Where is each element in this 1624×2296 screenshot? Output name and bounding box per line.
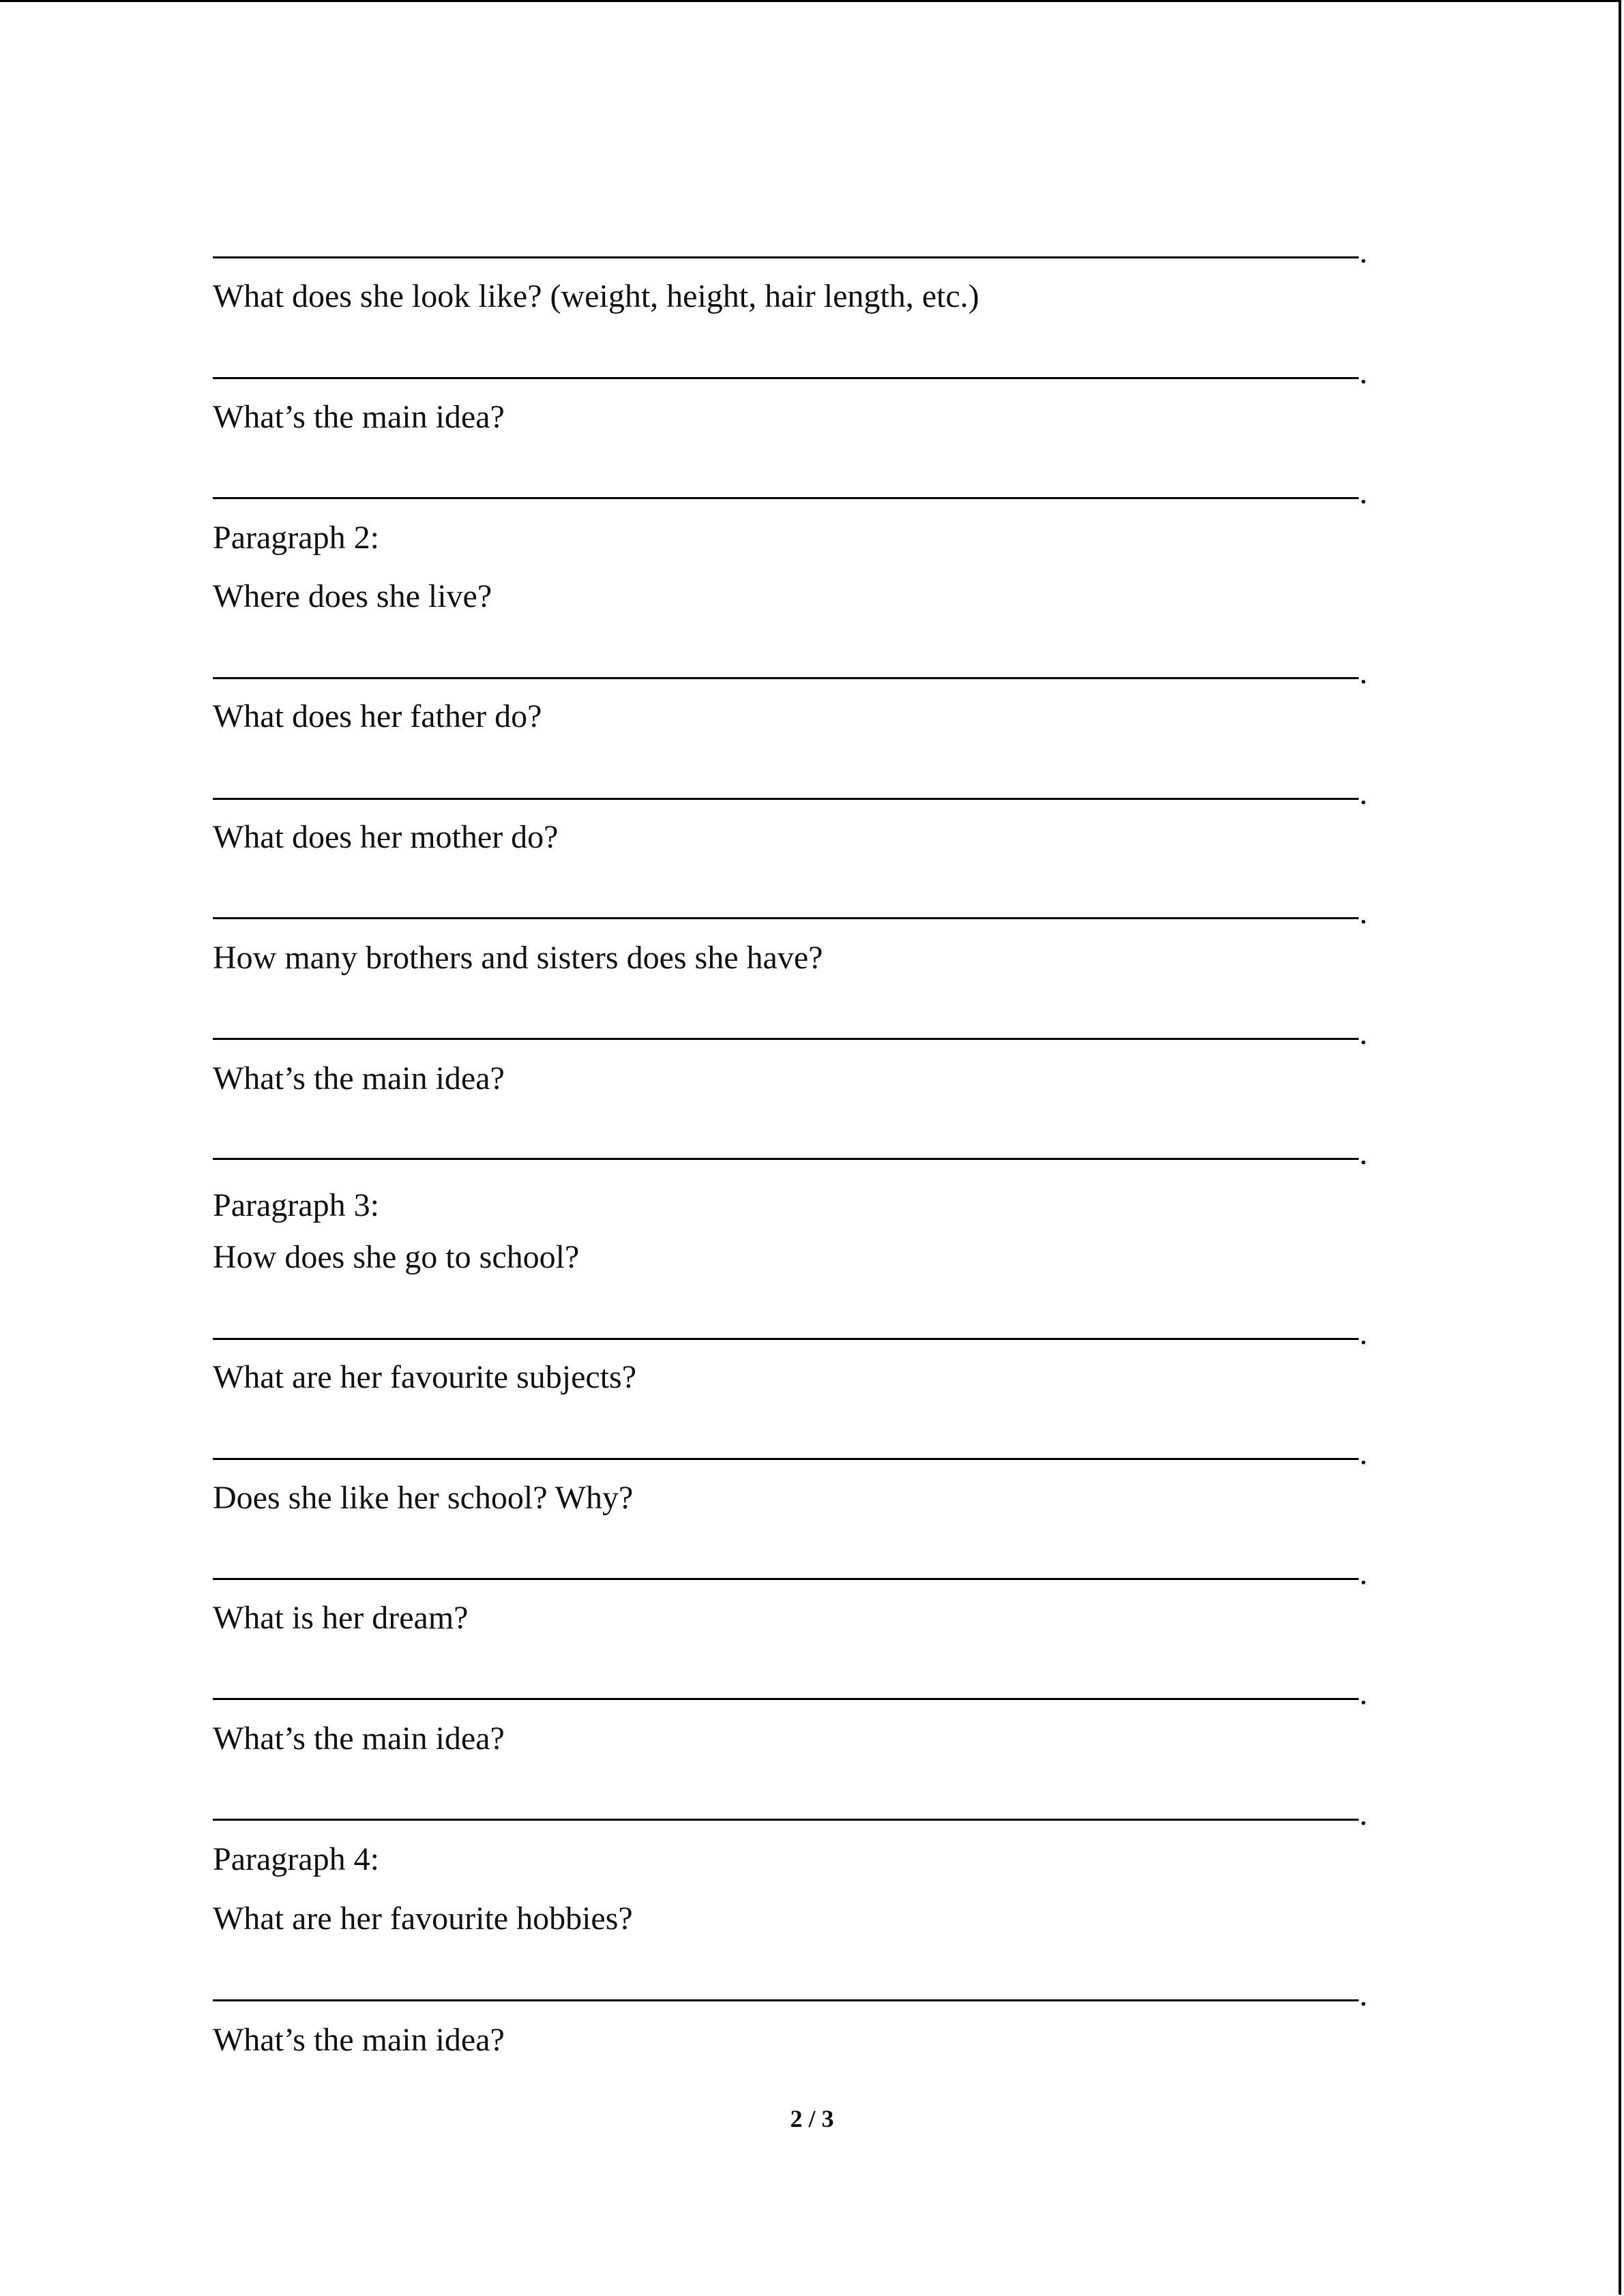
answer-line[interactable] [213,1578,1359,1580]
answer-line-period: . [1359,1435,1368,1472]
question-text: What’s the main idea? [213,1720,505,1757]
answer-line[interactable] [213,1038,1359,1040]
answer-line[interactable] [213,377,1359,379]
question-text: How does she go to school? [213,1239,580,1275]
answer-line[interactable] [213,1698,1359,1700]
question-text: What are her favourite hobbies? [213,1900,633,1937]
answer-line-period: . [1359,1675,1368,1712]
page-number: 2 / 3 [790,2105,834,2132]
answer-line[interactable] [213,1158,1359,1160]
answer-line[interactable] [213,1999,1359,2001]
answer-line-period: . [1359,775,1368,811]
question-text: What does her father do? [213,698,542,734]
question-text: Where does she live? [213,578,492,614]
answer-line[interactable] [213,497,1359,499]
question-text: What’s the main idea? [213,1060,505,1097]
question-text: What are her favourite subjects? [213,1359,637,1395]
answer-line-period: . [1359,1555,1368,1592]
question-text: Paragraph 2: [213,520,379,556]
answer-line-period: . [1359,1135,1368,1172]
question-text: Does she like her school? Why? [213,1480,634,1516]
answer-line-period: . [1359,1977,1368,2013]
question-text: What is her dream? [213,1600,469,1636]
question-text: Paragraph 4: [213,1841,379,1877]
answer-line-period: . [1359,1796,1368,1832]
answer-line[interactable] [213,1819,1359,1821]
answer-line-period: . [1359,655,1368,691]
answer-line-period: . [1359,234,1368,270]
question-text: How many brothers and sisters does she have? [213,940,823,976]
answer-line-period: . [1359,895,1368,931]
answer-line-period: . [1359,1015,1368,1052]
answer-line[interactable] [213,256,1359,258]
answer-line[interactable] [213,917,1359,919]
question-text: What’s the main idea? [213,2022,505,2058]
answer-line-period: . [1359,475,1368,511]
question-text: What’s the main idea? [213,399,505,435]
answer-line-period: . [1359,355,1368,391]
answer-line[interactable] [213,798,1359,800]
question-text: What does she look like? (weight, height, hair length, etc.) [213,278,979,314]
question-text: Paragraph 3: [213,1187,379,1223]
answer-line[interactable] [213,677,1359,679]
answer-line[interactable] [213,1338,1359,1340]
question-text: What does her mother do? [213,819,559,855]
answer-line[interactable] [213,1458,1359,1460]
answer-line-period: . [1359,1315,1368,1352]
